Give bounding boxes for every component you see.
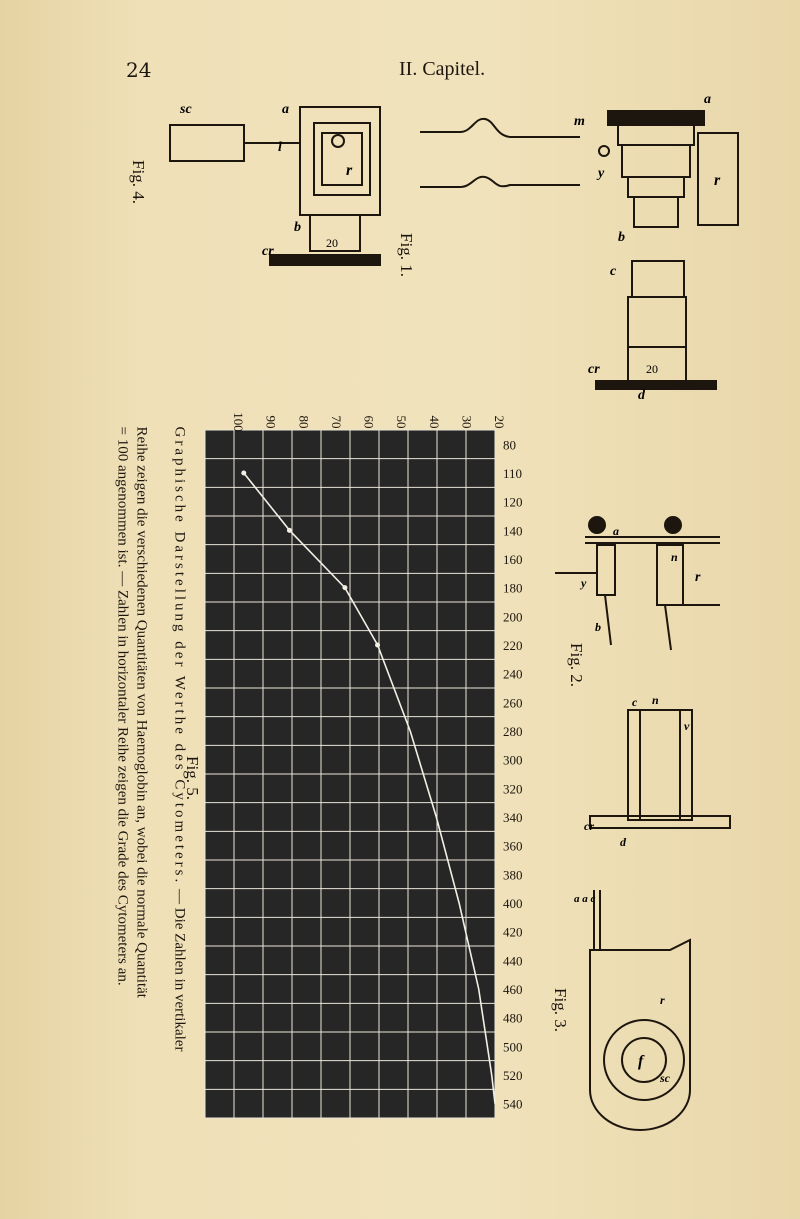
fig3-label-v: v bbox=[684, 719, 690, 733]
fig1-label-r: r bbox=[714, 172, 721, 189]
x-tick-label: 420 bbox=[503, 924, 523, 940]
y-tick-label: 50 bbox=[394, 415, 410, 429]
y-tick-label: 80 bbox=[296, 415, 312, 429]
fig3-label-r: r bbox=[660, 993, 665, 1007]
y-tick-label: 70 bbox=[328, 415, 344, 429]
fig3-label-top: a a c bbox=[574, 893, 596, 905]
fig2-label-n: n bbox=[671, 550, 678, 564]
x-tick-label: 540 bbox=[503, 1096, 523, 1112]
fig1-label: Fig. 1. bbox=[397, 233, 416, 277]
page-number: 24 bbox=[126, 58, 152, 82]
x-tick-label: 480 bbox=[503, 1010, 523, 1026]
caption-line2: Reihe zeigen die verschiedenen Quantitäten von Haemoglobin an, wobei die normale Quantität bbox=[133, 426, 150, 998]
fig3-label-cr: cr bbox=[584, 819, 594, 833]
x-tick-label: 300 bbox=[503, 752, 523, 768]
fig2-label: Fig. 2. bbox=[567, 643, 586, 687]
x-tick-label: 180 bbox=[503, 580, 523, 596]
fig1-label-y: y bbox=[598, 166, 605, 181]
x-tick-label: 460 bbox=[503, 982, 523, 997]
x-tick-label: 220 bbox=[503, 638, 523, 653]
x-tick-label: 140 bbox=[503, 523, 523, 539]
x-tick-label: 200 bbox=[503, 609, 523, 625]
fig4-label-a: a bbox=[282, 102, 289, 117]
caption-line1 bbox=[170, 427, 189, 1127]
x-tick-label: 80 bbox=[503, 437, 516, 453]
y-tick-label: 90 bbox=[263, 415, 279, 429]
fig1-drawing bbox=[400, 92, 750, 403]
fig2-drawing bbox=[545, 505, 735, 655]
y-tick-label: 60 bbox=[361, 415, 377, 429]
fig2-label-b: b bbox=[595, 620, 601, 634]
caption-lead: Graphische Darstellung der Werthe des Cytometers. bbox=[171, 426, 188, 886]
x-tick-label: 380 bbox=[503, 867, 523, 883]
fig1-label-b: b bbox=[618, 230, 625, 245]
x-tick-label: 440 bbox=[503, 953, 523, 969]
fig3-drawing bbox=[560, 690, 740, 1140]
fig1-label-cr: cr bbox=[588, 362, 600, 377]
x-tick-label: 260 bbox=[503, 695, 523, 711]
fig3-label-f: f bbox=[638, 1053, 644, 1070]
fig1-label-c: c bbox=[610, 264, 617, 279]
fig4-label-sc: sc bbox=[180, 102, 192, 117]
fig3-label-sc: sc bbox=[660, 1071, 670, 1085]
fig2-label-y: y bbox=[581, 576, 587, 590]
caption-line3: = 100 angenommen ist. — Zahlen in horizontaler Reihe zeigen die Grade des Cytometers an. bbox=[114, 426, 131, 986]
y-tick-label: 100 bbox=[231, 412, 246, 432]
fig1-label-m: m bbox=[574, 114, 585, 129]
fig4-label-b: b bbox=[294, 220, 301, 235]
x-tick-label: 160 bbox=[503, 552, 523, 567]
fig5-chart bbox=[205, 412, 535, 1120]
fig4-drawing bbox=[150, 95, 390, 275]
caption-line1-rest: — Die Zahlen in vertikaler bbox=[171, 889, 188, 1052]
data-point bbox=[241, 471, 246, 476]
fig1-label-a: a bbox=[704, 92, 711, 107]
x-tick-label: 280 bbox=[503, 724, 523, 739]
fig3-label-c: c bbox=[632, 695, 638, 709]
fig4-scale-label: 20 bbox=[326, 236, 338, 250]
data-point bbox=[287, 528, 292, 533]
x-tick-label: 520 bbox=[503, 1068, 523, 1083]
data-point bbox=[342, 585, 347, 590]
x-tick-label: 340 bbox=[503, 810, 523, 825]
y-tick-label: 20 bbox=[492, 415, 507, 429]
fig1-label-d: d bbox=[638, 388, 645, 403]
fig3-label-n: n bbox=[652, 693, 659, 707]
x-tick-label: 500 bbox=[503, 1039, 523, 1055]
x-tick-label: 360 bbox=[503, 838, 523, 854]
fig2-label-a: a bbox=[613, 524, 619, 538]
fig4-label: Fig. 4. bbox=[129, 160, 148, 204]
x-tick-label: 240 bbox=[503, 666, 523, 682]
fig4-label-l: l bbox=[278, 140, 282, 155]
fig1-scale-label: 20 bbox=[646, 362, 658, 376]
x-tick-label: 110 bbox=[503, 466, 523, 481]
fig4-label-r: r bbox=[346, 162, 353, 179]
fig2-label-r: r bbox=[695, 570, 701, 585]
fig5-label: Fig. 5. bbox=[183, 756, 202, 800]
fig3-label: Fig. 3. bbox=[551, 988, 570, 1032]
data-point bbox=[375, 643, 380, 648]
y-tick-label: 30 bbox=[459, 415, 475, 429]
x-tick-label: 120 bbox=[503, 494, 523, 510]
x-tick-label: 320 bbox=[503, 781, 523, 797]
fig4-label-cr: cr bbox=[262, 244, 274, 259]
x-tick-label: 400 bbox=[503, 896, 523, 911]
chapter-title: II. Capitel. bbox=[399, 58, 486, 80]
fig3-label-d: d bbox=[620, 835, 626, 849]
y-tick-label: 40 bbox=[426, 415, 442, 429]
